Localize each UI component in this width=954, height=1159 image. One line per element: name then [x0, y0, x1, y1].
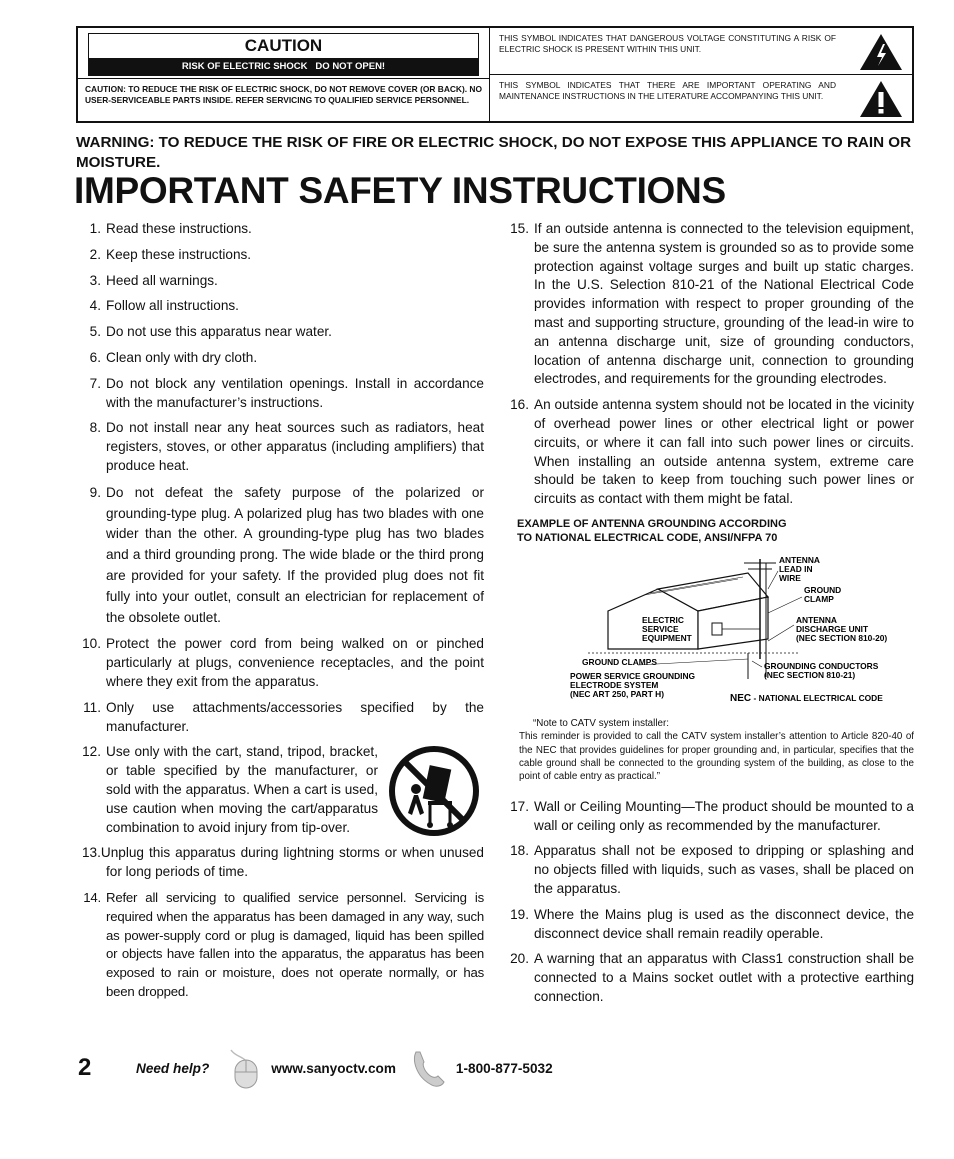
list-item: 14. Refer all servicing to qualified service personnel. Servicing is required when the apparatus has been damaged in any way, such as power-supply cord or plug is damaged, liquid has been spilled or objects have fallen into the apparatus, the apparatus has been exposed to rain or moisture, does not operate normally, or has been dropped. [83, 889, 484, 999]
list-item: 3. Heed all warnings. [89, 272, 218, 288]
catv-note: “Note to CATV system installer: This reminder is provided to call the CATV system installer’s attention to Article 820-40 of the NEC that provides guidelines for proper grounding and, in particular, specifies that the cable ground shall be connected to the grounding system of the building, as close to the point of cable entry as practical.” [519, 717, 914, 783]
warning-text: WARNING: TO REDUCE THE RISK OF FIRE OR ELECTRIC SHOCK, DO NOT EXPOSE THIS APPLIANCE TO RAIN OR MOISTURE. [76, 134, 912, 171]
caution-title: CAUTION [244, 36, 323, 55]
exclamation-warning-icon [858, 79, 904, 119]
ground-clamps-label: GROUND CLAMPS [582, 656, 657, 667]
phone-number: 1-800-877-5032 [455, 1060, 553, 1076]
electric-service-label: ELECTRIC SERVICE EQUIPMENT [642, 614, 692, 643]
cart-tip-over-icon [386, 745, 484, 837]
left-column [78, 220, 484, 1009]
caution-left-panel [78, 28, 490, 121]
list-item: 11. Only use attachments/accessories specified by the manufacturer. [83, 699, 484, 734]
list-item: 7. Do not block any ventilation openings. Install in accordance with the manufacturer’s instructions. [89, 375, 484, 410]
lightning-warning-icon [858, 32, 904, 72]
list-item: 20. A warning that an apparatus with Class1 construction shall be connected to a Mains socket outlet with a protective earthing connection. [510, 951, 914, 1004]
caution-subtitle: RISK OF ELECTRIC SHOCK DO NOT OPEN! [89, 58, 478, 76]
nec-legend: NEC - NATIONAL ELECTRICAL CODE [730, 692, 883, 704]
discharge-unit-label: ANTENNA DISCHARGE UNIT (NEC SECTION 810-20) [796, 614, 888, 643]
caution-box [76, 26, 914, 123]
phone-icon [408, 1046, 454, 1090]
voltage-symbol-text: THIS SYMBOL INDICATES THAT DANGEROUS VOLTAGE CONSTITUTING A RISK OF ELECTRIC SHOCK IS PRESENT WITHIN THIS UNIT. [499, 33, 836, 54]
list-item: 10. Protect the power cord from being walked on or pinched particularly at plugs, convenience receptacles, and the point where they exit from the apparatus. [82, 636, 484, 689]
list-item: 12. Use only with the cart, stand, tripod, bracket, or table specified by the manufacturer, or sold with the apparatus. When a cart is used, use caution when moving the cart/apparatus combination to avoid injury from tip-over. [78, 743, 484, 837]
grounding-conductors-label: GROUNDING CONDUCTORS (NEC SECTION 810-21) [764, 660, 879, 680]
page-number: 2 [78, 1054, 92, 1081]
ground-clamp-label: GROUND CLAMP [804, 584, 842, 604]
antenna-figure-caption: EXAMPLE OF ANTENNA GROUNDING ACCORDING TO NATIONAL ELECTRICAL CODE, ANSI/NFPA 70 [517, 517, 787, 544]
need-help-label: Need help? [136, 1060, 210, 1076]
website-link[interactable]: www.sanyoctv.com [271, 1060, 396, 1076]
instruction-symbol-text: THIS SYMBOL INDICATES THAT THERE ARE IMPORTANT OPERATING AND MAINTENANCE INSTRUCTIONS IN THE LITERATURE ACCOMPANYING THIS UNIT. [499, 80, 836, 101]
list-item: 6. Clean only with dry cloth. [89, 349, 258, 365]
list-item: 13.Unplug this apparatus during lightning storms or when unused for long periods of time. [82, 845, 484, 880]
right-column [506, 220, 914, 1014]
list-item: 16. An outside antenna system should not be located in the vicinity of overhead power lines or other electrical light or power circuits, or where it can fall into such power lines or circuits. When installing an outside antenna system, extreme care should be taken to keep from touching such power lines or circuits as contact with them might be fatal. [510, 397, 914, 507]
mouse-icon [221, 1046, 269, 1090]
list-item: 4. Follow all instructions. [89, 298, 239, 314]
caution-header [88, 33, 479, 76]
list-item: 17. Wall or Ceiling Mounting—The product should be mounted to a wall or ceiling only as recommended by the manufacturer. [510, 798, 914, 833]
instruction-symbol-row [490, 75, 912, 121]
list-item: 1. Read these instructions. [89, 221, 252, 236]
list-item: 15. If an outside antenna is connected to the television equipment, be sure the antenna system is grounded so as to provide some protection against voltage surges and built up static charges. In the U.S. Selection 810-21 of the National Electrical Code provides information with respect to proper grounding of the mast and supporting structure, grounding of the lead-in wire to an antenna discharge unit, size of grounding conductors, location of antenna discharge unit, connection to grounding electrodes, and requirements for the grounding electrodes. [510, 221, 914, 387]
antenna-grounding-diagram [548, 549, 888, 709]
antenna-lead-label: ANTENNA LEAD IN WIRE [779, 554, 820, 583]
list-item: 2. Keep these instructions. [89, 246, 252, 262]
list-item: 5. Do not use this apparatus near water. [89, 324, 332, 340]
voltage-symbol-row [490, 28, 912, 75]
page-title: IMPORTANT SAFETY INSTRUCTIONS [74, 170, 726, 211]
list-item: 19. Where the Mains plug is used as the disconnect device, the disconnect device shall remain readily operable. [510, 906, 914, 941]
list-item: 18. Apparatus shall not be exposed to dripping or splashing and no objects filled with liquids, such as vases, shall be placed on the apparatus. [510, 843, 914, 896]
power-service-label: POWER SERVICE GROUNDING ELECTRODE SYSTEM (NEC ART 250, PART H) [570, 670, 696, 699]
caution-symbols-panel [490, 28, 912, 121]
list-item: 8. Do not install near any heat sources such as radiators, heat registers, stoves, or other apparatus (including amplifiers) that produce heat. [89, 420, 484, 473]
caution-body: CAUTION: TO REDUCE THE RISK OF ELECTRIC SHOCK, DO NOT REMOVE COVER (OR BACK). NO USER-SERVICEABLE PARTS INSIDE. REFER SERVICING TO QUALIFIED SERVICE PERSONNEL. [85, 84, 482, 105]
list-item: 9. Do not defeat the safety purpose of the polarized or grounding-type plug. A polarized plug has two blades with one wider than the other. A grounding-type plug has two blades and a third grounding prong. The wide blade or the third prong are provided for your safety. If the provided plug does not fit fully into your outlet, consult an electrician for replacement of the obsolete outlet. [89, 484, 484, 625]
footer [78, 1046, 678, 1090]
